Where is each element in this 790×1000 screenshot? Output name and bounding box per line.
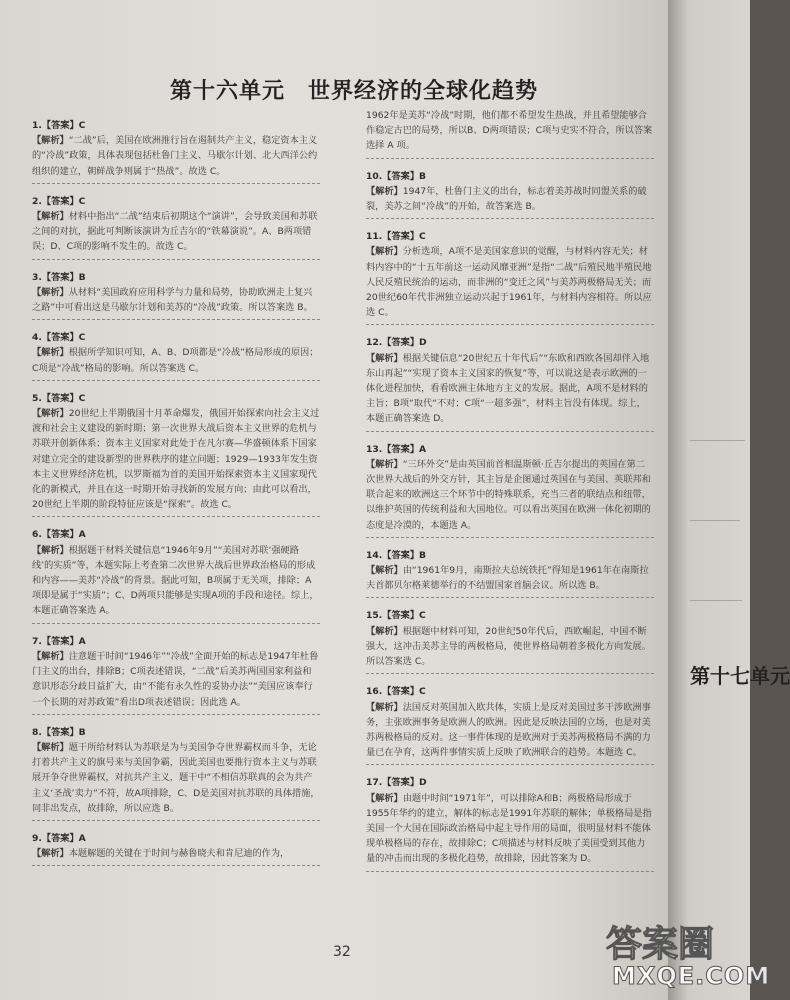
answer-line [32, 391, 320, 406]
explain-label: 【解析】 [366, 565, 403, 577]
explain-label: 【解析】 [366, 458, 403, 470]
explanation-text: “三环外交”是由英国前首相温斯顿·丘吉尔提出的英国在第二次世界大战后的外交方针，其主旨是企图通过英国在与美国、英联邦和联合起来的欧洲这三个环节中的特殊联系，充当三者的联结点和纽带，以维护英国的传统利益和大国地位。可以看出英国在欧洲一体化初期的态度是冷漠的，本题选 A。 [366, 458, 651, 531]
explanation-text: 法国反对英国加入欧共体，实质上是反对美国过多干涉欧洲事务，主张欧洲事务是欧洲人的欧洲。因此是反映法国的立场，也是对美苏两极格局的反对。这一事件体现的是欧洲对于美苏两极格局不满的力量已在孕育，这两件事情实质上反映了欧洲联合的趋势。本题选 C。 [366, 701, 651, 759]
answer-value: B [78, 271, 86, 283]
answer-line [366, 229, 654, 244]
answer-label: 【答案】 [382, 610, 420, 622]
question-item [366, 335, 654, 431]
question-number: 3. [32, 271, 42, 283]
question-item [32, 330, 320, 381]
explanation-text: 材料中指出“二战”结束后初期这个“演讲”，会导致美国和苏联之间的对抗，据此可判断该演讲为丘吉尔的“铁幕演说”。A、B两项错误；D、C项的影响不发生的。故选 C。 [32, 211, 318, 253]
explanation-text: 本题解题的关键在于时间与赫鲁晓夫和肯尼迪的作为， [68, 848, 290, 860]
explain-label: 【解析】 [32, 650, 69, 662]
explanation-text: 根据题干材料关键信息“1946年9月”“美国对苏联‘强硬路线’的实质”等，本题实际上考查第二次世界大战后世界政治格局的形成和内容——美苏“冷战”的背景。据此可知，B项属于无关项，排除；A项即是属于“实质”；C、D两项只能够是实现A项的手段和途径。综上，本题正确答案选 A。 [32, 544, 319, 617]
question-item [366, 169, 654, 220]
answer-label: 【答案】 [41, 120, 79, 131]
next-unit-title: 第十七单元 [690, 664, 790, 688]
question-number: 12. [366, 337, 383, 349]
explanation-text: 根据题中材料可知，20世纪50年代后，西欧崛起，中国不断强大，这冲击美苏主导的两极格局，使世界格局朝着多极化方向发展。所以答案选 C。 [366, 625, 651, 668]
explanation-line [366, 184, 654, 214]
explanation-line [32, 406, 320, 512]
question-item [32, 527, 320, 623]
answer-line [366, 548, 654, 563]
explain-label: 【解析】 [32, 408, 69, 420]
answer-line [366, 608, 654, 623]
question-number: 16. [366, 686, 383, 698]
explain-label: 【解析】 [366, 701, 403, 713]
explanation-line [32, 345, 320, 375]
answer-value: C [419, 610, 426, 622]
explanation-line [32, 209, 320, 255]
question-number: 15. [366, 610, 383, 622]
question-number: 7. [32, 635, 42, 647]
answer-line [32, 831, 320, 846]
watermark-main: 答案圈 [606, 924, 715, 965]
answer-line [32, 270, 320, 285]
answer-line [32, 194, 320, 209]
answer-value: C [419, 686, 426, 698]
watermark-sub: MXQE.COM [612, 962, 771, 990]
answer-line [32, 118, 320, 133]
explanation-line [366, 791, 654, 867]
question-number: 6. [32, 529, 42, 541]
answer-value: A [78, 529, 86, 541]
adjacent-page [668, 0, 790, 1000]
question-item [366, 684, 654, 765]
question-item [32, 725, 320, 821]
question-number: 2. [32, 195, 42, 207]
answer-label: 【答案】 [41, 332, 79, 344]
explain-label: 【解析】 [366, 625, 403, 637]
page-number: 32 [333, 944, 351, 960]
explain-label: 【解析】 [32, 848, 69, 860]
explanation-line [32, 133, 320, 179]
explanation-text: 从材料“美国政府应用科学与力量和局势，协助欧洲走上复兴之路”中可看出这是马歇尔计划和美苏的“冷战”政策。所以答案选 B。 [32, 286, 313, 314]
answer-value: B [78, 726, 86, 738]
answer-line [32, 634, 320, 649]
explanation-line [366, 563, 654, 593]
answer-value: A [78, 832, 86, 844]
question-number: 1. [32, 120, 42, 131]
answer-label: 【答案】 [382, 549, 420, 561]
right-column [366, 108, 654, 882]
question-item [366, 608, 654, 674]
explanation-text: 注意题干时间“1946年”“冷战”全面开始的标志是1947年杜鲁门主义的出台，排除B；C项表述错误，“二战”后美苏两国国家利益和意识形态分歧日益扩大，由“不能有永久性的妥协办法”“美国应该奉行一个长期的对苏政策”看出D项表述错误；因此选 A。 [32, 650, 319, 708]
answer-line [32, 330, 320, 345]
explanation-text: 题干所给材料认为苏联是为与美国争夺世界霸权而斗争，无论打着共产主义的旗号来与美国争霸，因此美国也要推行资本主义与苏联展开争夺世界霸权，对抗共产主义，题干中“不相信苏联真的会为共产主义‘圣战’卖力”不符，故A项排除，C、D是美国对抗苏联的具体措施，同非出发点，故排除，所以应选 B。 [32, 741, 320, 814]
answer-value: C [78, 332, 86, 344]
question-item [366, 229, 654, 325]
explain-label: 【解析】 [32, 211, 69, 223]
explain-label: 【解析】 [32, 286, 69, 298]
explanation-line [366, 700, 654, 761]
answer-value: C [78, 392, 86, 404]
explain-label: 【解析】 [32, 347, 69, 359]
answer-label: 【答案】 [41, 529, 79, 541]
answer-value: D [419, 777, 427, 789]
question-item [32, 634, 320, 715]
explanation-text: 1947年，杜鲁门主义的出台，标志着美苏战时同盟关系的破裂，美苏之间“冷战”的开始，故答案选 B。 [366, 185, 647, 213]
explanation-line [366, 244, 654, 320]
answer-value: C [78, 195, 86, 207]
answer-value: D [419, 337, 427, 349]
explain-label: 【解析】 [32, 544, 69, 556]
answer-line [366, 335, 654, 350]
explain-label: 【解析】 [32, 741, 69, 753]
answer-label: 【答案】 [41, 195, 79, 207]
answer-value: C [78, 120, 86, 131]
explanation-text: 分析选项，A项不是美国家意识的觉醒，与材料内容无关；材料内容中的“十五年前这一运动风靡亚洲”是指“二战”后殖民地半殖民地人民反殖民统治的运动，而非洲的“变迁之风”与美苏两极格局无关；而20世纪60年代非洲独立运动兴起于1961年，与材料内容相符。所以应选 C。 [366, 246, 652, 319]
answer-value: B [419, 549, 427, 561]
adjacent-text-line [690, 600, 742, 601]
explanation-line [366, 351, 654, 427]
answer-line [366, 684, 654, 699]
answer-label: 【答案】 [382, 170, 420, 182]
question-number: 14. [366, 549, 383, 561]
question-number: 10. [366, 170, 383, 182]
answer-value: A [419, 443, 427, 455]
answer-line [366, 442, 654, 457]
question-item [366, 548, 654, 599]
explanation-text: 由“1961年9月，南斯拉夫总统铁托”得知是1961年在南斯拉夫首都贝尔格莱德举行的不结盟国家首脑会议。所以选 B。 [366, 565, 649, 592]
left-column [32, 118, 320, 876]
explanation-text: 20世纪上半期俄国十月革命爆发，俄国开始探索向社会主义过渡和社会主义建设的新时期；第一次世界大战后资本主义世界的危机与苏联开创新体系；资本主义国家对此处于在凡尔赛—华盛顿体系下国家对建立完全的建设新型的世界秩序的建立问题；1929—1933年发生资本主义世界经济危机，以罗斯福为首的美国开始探索资本主义国家现代化的新模式，并且在这一时期开始寻找新的发展方向；由此可以看出，20世纪上半期的阶段特征应该是“探索”。故选 C。 [32, 408, 320, 511]
question-item [366, 775, 654, 871]
answer-label: 【答案】 [41, 635, 79, 647]
question-item [32, 270, 320, 321]
explanation-text: 根据关键信息“20世纪五十年代后”“东欧和西欧各国却伴入地东山再起”“实现了资本主义国家的恢复”等，可以说这是表示欧洲的一体化进程加快，看看欧洲主体地方主义的发展。据此，A项不是材料的主旨；B项“取代“不对；C项“一超多强”，材料主旨没有体现。综上，本题正确答案选 D。 [366, 352, 650, 425]
explain-label: 【解析】 [32, 135, 69, 147]
question-number: 17. [366, 777, 383, 789]
answer-label: 【答案】 [382, 777, 420, 789]
answer-line [32, 725, 320, 740]
explain-label: 【解析】 [366, 246, 403, 258]
question-item [366, 442, 654, 538]
answer-value: A [78, 635, 86, 647]
continued-explanation: 1962年是美苏“冷战”时期，他们都不希望发生热战，并且希望能够合作稳定古巴的局势，所以B、D两项错误；C项与史实不符合，所以答案选择 A 项。 [366, 108, 654, 159]
question-item [32, 194, 320, 260]
answer-label: 【答案】 [382, 686, 420, 698]
explanation-text: “二战”后，美国在欧洲推行旨在遏制共产主义，稳定资本主义的“冷战”政策，具体表现包括杜鲁门主义、马歇尔计划、北大西洋公约组织的建立，朝鲜战争则属于“热战”。故选 C。 [32, 135, 318, 177]
answer-value: B [419, 170, 427, 182]
adjacent-text-line [690, 440, 745, 441]
watermark-logo [606, 916, 771, 996]
question-number: 4. [32, 332, 42, 344]
answer-label: 【答案】 [41, 832, 79, 844]
unit-title: 第十六单元 世界经济的全球化趋势 [170, 78, 539, 104]
explanation-line [32, 846, 320, 861]
answer-label: 【答案】 [41, 392, 79, 404]
answer-value: C [419, 231, 426, 243]
question-number: 8. [32, 726, 42, 738]
answer-label: 【答案】 [382, 337, 420, 349]
answer-line [366, 169, 654, 184]
answer-line [32, 527, 320, 542]
question-item [32, 118, 320, 184]
explanation-text: 根据所学知识可知，A、B、D项都是“冷战”格局形成的原因；C项是“冷战”格局的影响。所以答案选 C。 [32, 347, 319, 374]
explanation-line [32, 543, 320, 619]
explain-label: 【解析】 [366, 792, 403, 804]
explanation-line [366, 624, 654, 670]
explain-label: 【解析】 [366, 185, 403, 197]
explanation-line [32, 649, 320, 710]
explanation-line [32, 740, 320, 816]
explanation-text: 由题中时间“1971年”，可以排除A和B；两极格局形成于1955年华约的建立，解体的标志是1991年苏联的解体；单极格局是指美国一个大国在国际政治格局中起主导作用的局面，很明显材料不能体现单极格局的存在，故排除C；C项描述与材料反映了美国受到其他力量的冲击而出现的多极化趋势，故排除，因此答案为 D。 [366, 792, 652, 865]
question-number: 9. [32, 832, 42, 844]
question-number: 11. [366, 231, 383, 243]
answer-label: 【答案】 [41, 271, 79, 283]
question-number: 5. [32, 392, 42, 404]
answer-label: 【答案】 [41, 726, 79, 738]
answer-label: 【答案】 [382, 443, 420, 455]
question-item [32, 391, 320, 518]
question-number: 13. [366, 443, 383, 455]
question-item [32, 831, 320, 866]
answer-line [366, 775, 654, 790]
explanation-line [366, 457, 654, 533]
explanation-line [32, 285, 320, 315]
explain-label: 【解析】 [366, 352, 403, 364]
adjacent-text-line [690, 520, 740, 521]
answer-label: 【答案】 [382, 231, 420, 243]
